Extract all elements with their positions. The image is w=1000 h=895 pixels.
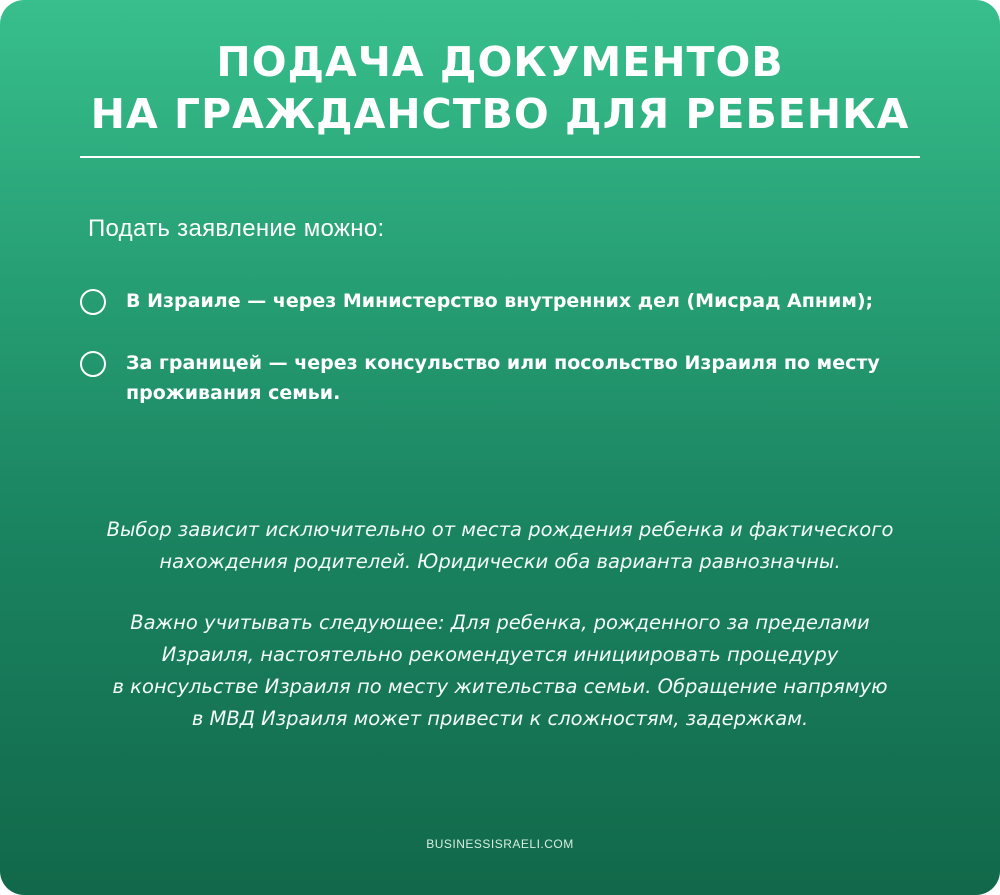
option-text-line-2: проживания семьи. — [126, 382, 341, 404]
option-item-abroad — [80, 348, 970, 408]
radio-circle-icon — [80, 351, 106, 377]
note-paragraph-important — [30, 607, 970, 735]
paragraph-line: нахождения родителей. Юридически оба варианта равнозначны. — [159, 550, 841, 573]
option-item-israel — [80, 286, 970, 316]
radio-circle-icon — [80, 289, 106, 315]
paragraph-line: Израиля, настоятельно рекомендуется инициировать процедуру — [161, 643, 839, 666]
paragraph-line: в МВД Израиля может привести к сложностям, задержкам. — [191, 707, 809, 730]
title-line-2: НА ГРАЖДАНСТВО ДЛЯ РЕБЕНКА — [90, 90, 910, 138]
footer-website: BUSINESSISRAELI.COM — [426, 837, 574, 851]
note-paragraph-choice — [30, 514, 970, 578]
option-text: В Израиле — через Министерство внутренних дел (Мисрад Апним); — [126, 290, 874, 312]
intro-text: Подать заявление можно: — [88, 215, 385, 242]
paragraph-line: в консульстве Израиля по месту жительства семьи. Обращение напрямую — [112, 675, 888, 698]
title-line-1: ПОДАЧА ДОКУМЕНТОВ — [216, 38, 784, 86]
title-divider — [80, 156, 920, 158]
paragraph-line: Важно учитывать следующее: Для ребенка, рожденного за пределами — [130, 611, 870, 634]
option-text-line-1: За границей — через консульство или посольство Израиля по месту — [126, 352, 880, 374]
page-title — [0, 36, 1000, 140]
options-list — [80, 286, 970, 408]
paragraph-line: Выбор зависит исключительно от места рождения ребенка и фактического — [106, 518, 894, 541]
